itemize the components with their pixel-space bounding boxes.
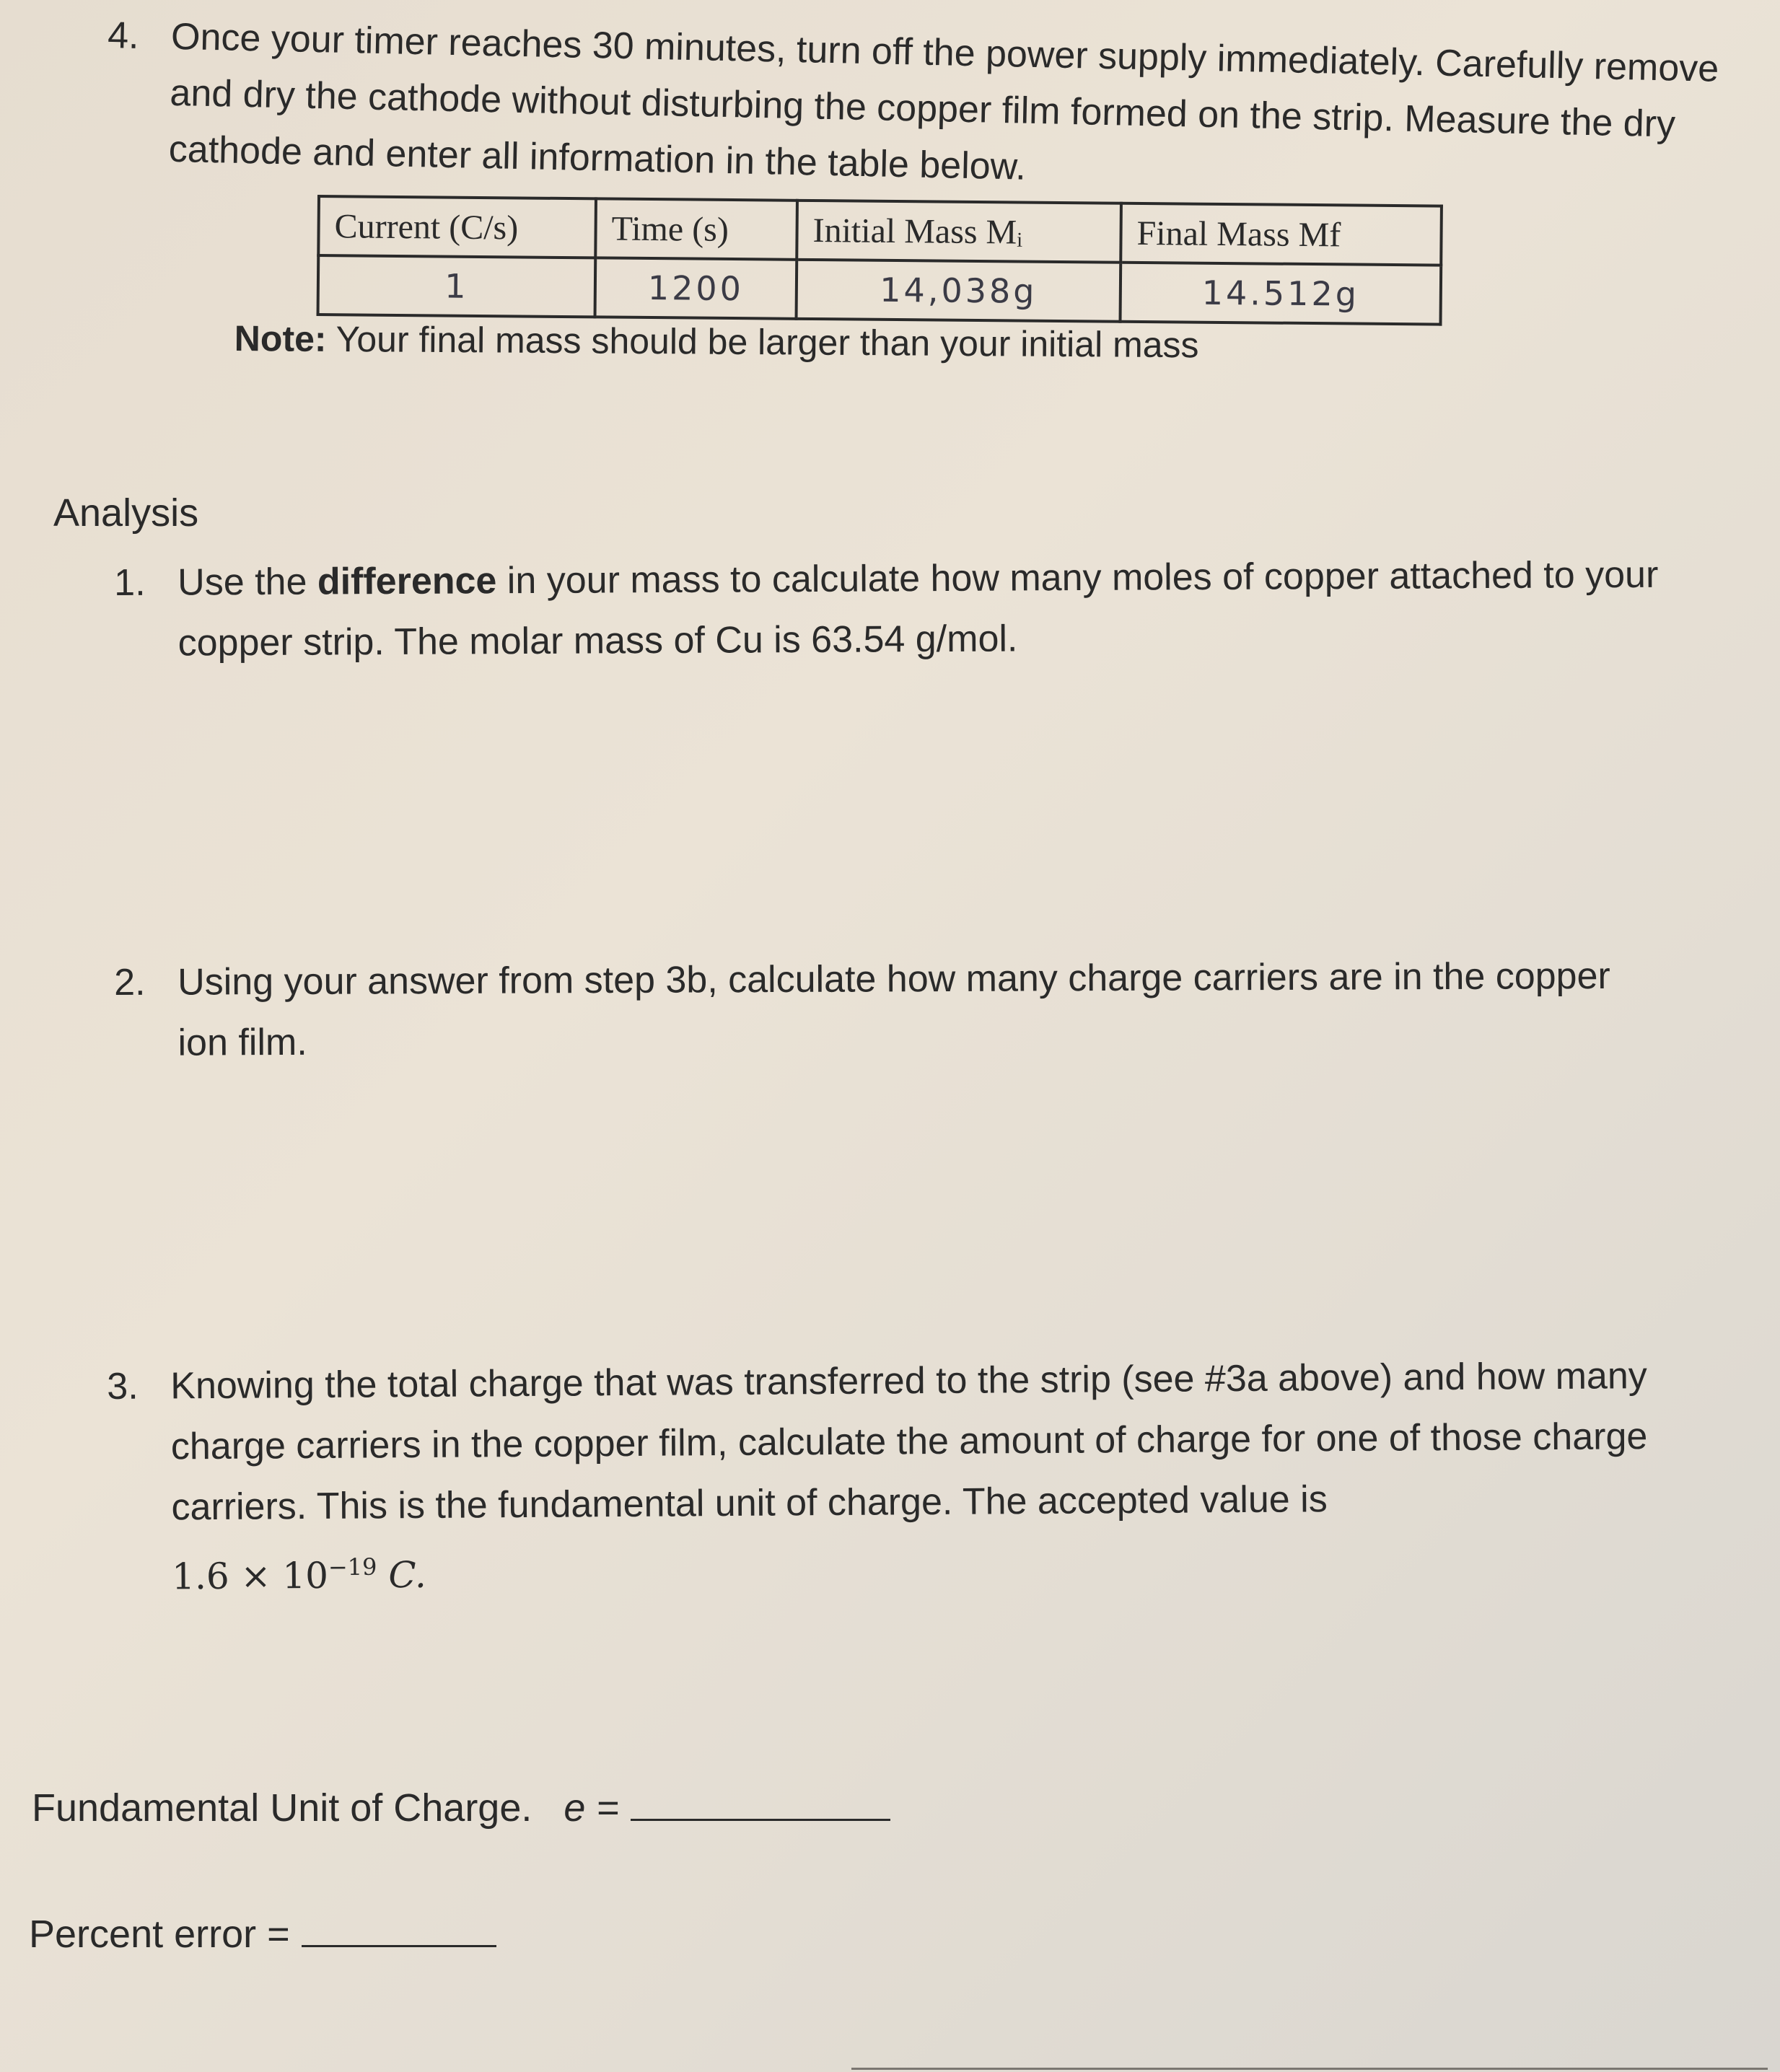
step-4-instructions xyxy=(105,7,1753,211)
item-2-text: Using your answer from step 3b, calculate how many charge carriers are in the copper ion film. xyxy=(177,954,1610,1064)
header-initial-mass: Initial Mass Mᵢ xyxy=(797,201,1121,263)
analysis-item-2 xyxy=(114,946,1666,1074)
percent-error-label: Percent error = xyxy=(29,1913,290,1956)
page-edge-line xyxy=(851,2068,1768,2070)
analysis-heading: Analysis xyxy=(53,491,199,535)
item-1-text-before: Use the xyxy=(177,561,318,604)
note-label: Note: xyxy=(234,317,327,359)
cell-time: 1200 xyxy=(595,258,797,318)
header-time: Time (s) xyxy=(595,198,797,259)
note xyxy=(234,317,1199,366)
step-4-number: 4. xyxy=(107,14,140,57)
cell-current: 1 xyxy=(318,255,596,317)
accepted-value-exponent: −19 xyxy=(328,1553,377,1581)
item-3-number: 3. xyxy=(107,1365,139,1408)
cell-initial-mass: 14,038g xyxy=(797,260,1121,322)
cell-final-mass: 14.512g xyxy=(1121,263,1442,325)
percent-error-answer xyxy=(29,1912,496,1957)
accepted-value xyxy=(172,1554,426,1597)
header-final-mass: Final Mass Mf xyxy=(1121,203,1442,265)
note-text: Your final mass should be larger than your initial mass xyxy=(336,318,1199,366)
fundamental-charge-variable: e = xyxy=(564,1786,619,1830)
item-1-text xyxy=(177,544,1724,673)
fundamental-charge-answer xyxy=(32,1786,890,1830)
fundamental-charge-label: Fundamental Unit of Charge. xyxy=(32,1786,532,1830)
item-2-number: 2. xyxy=(114,961,146,1004)
accepted-value-unit: C. xyxy=(388,1553,426,1596)
measurement-table xyxy=(317,195,1443,326)
table-header-row xyxy=(318,196,1442,265)
table-row xyxy=(318,255,1442,325)
percent-error-blank[interactable] xyxy=(302,1938,496,1947)
analysis-item-1 xyxy=(114,544,1724,674)
item-1-text-after: in your mass to calculate how many moles of copper attached to your copper strip. The molar mass of Cu is 63.54 g/mol. xyxy=(177,553,1659,664)
item-1-number: 1. xyxy=(114,561,146,604)
header-current: Current (C/s) xyxy=(318,196,596,258)
item-3-text xyxy=(170,1345,1732,1607)
step-4-text: Once your timer reaches 30 minutes, turn off the power supply immediately. Carefully remove and dry the cathode without disturbing the copper film formed on the strip. Measure the dry cathode and enter all information in the table below. xyxy=(168,15,1719,188)
fundamental-charge-blank[interactable] xyxy=(631,1812,890,1821)
analysis-item-3 xyxy=(107,1345,1732,1607)
item-1-emphasis: difference xyxy=(317,560,497,603)
accepted-value-mantissa: 1.6 × 10 xyxy=(171,1554,329,1598)
item-3-body: Knowing the total charge that was transferred to the strip (see #3a above) and how many charge carriers in the copper film, calculate the amount of charge for one of those charge carriers. This is the fundamental unit of charge. The accepted value is xyxy=(170,1355,1648,1529)
